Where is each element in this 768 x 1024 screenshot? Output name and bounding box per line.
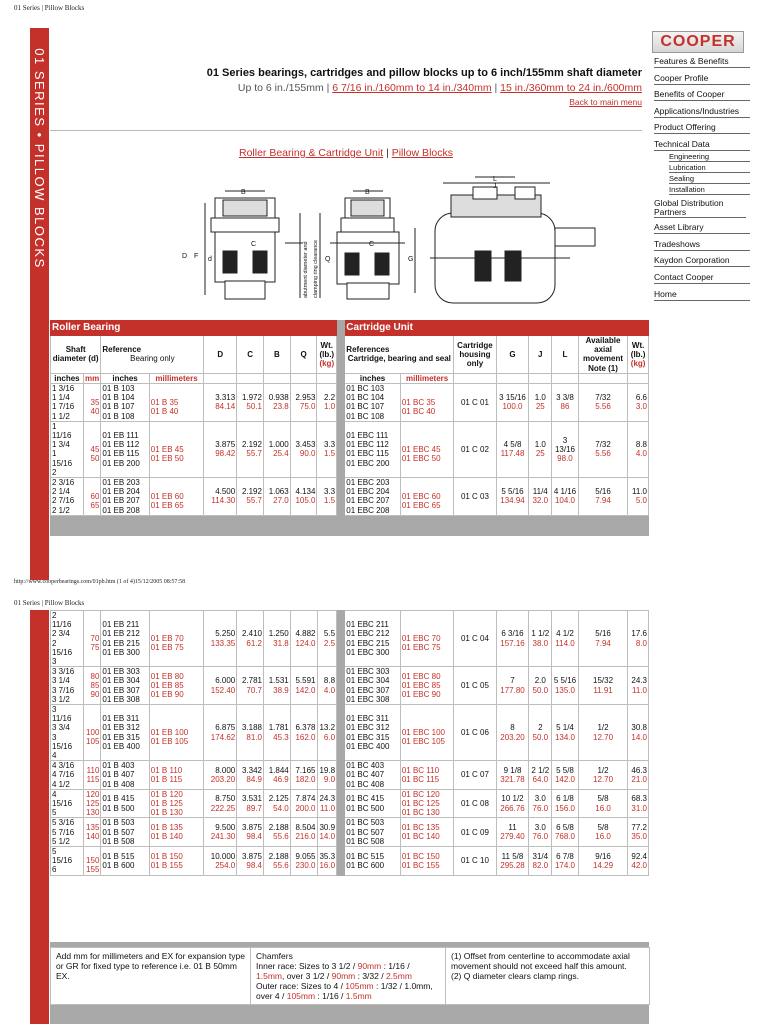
cell-g: 5 5/16 134.94 <box>496 478 529 516</box>
cell-j: 1.0 25 <box>529 384 552 422</box>
cell-w: 24.3 11.0 <box>317 789 337 818</box>
cell-b: 0.938 23.8 <box>263 384 290 422</box>
cell-ref-in: 01 B 403 01 B 407 01 B 408 <box>101 761 149 790</box>
cell-cref-in: 01 EBC 203 01 EBC 204 01 EBC 207 01 EBC 208 <box>345 478 401 516</box>
col-housing: Cartridge housing only <box>454 336 496 374</box>
cell-q: 7.165 182.0 <box>290 761 317 790</box>
cell-in: 1 11/16 1 3/4 1 15/16 2 <box>51 421 84 477</box>
nav-technical-data[interactable]: Technical Data <box>654 139 750 151</box>
cell-d: 6.875 174.62 <box>204 705 237 761</box>
cell-q: 3.453 90.0 <box>290 421 317 477</box>
cell-mm: 80 85 90 <box>83 667 100 705</box>
cell-b: 1.250 31.8 <box>264 611 291 667</box>
col-cartridge-refs: References Cartridge, bearing and seal <box>345 336 454 374</box>
cell-mm: 100 105 <box>83 705 100 761</box>
section-header-row <box>51 321 649 336</box>
cell-w: 2.2 1.0 <box>317 384 337 422</box>
nav-applications-industries[interactable]: Applications/Industries <box>654 106 750 118</box>
cell-l: 5 5/8 142.0 <box>552 761 579 790</box>
pillow-blocks-link[interactable]: Pillow Blocks <box>391 147 453 159</box>
title-block <box>200 67 642 107</box>
cell-ref-in: 01 B 515 01 B 600 <box>101 847 149 876</box>
cell-w2: 11.0 5.0 <box>628 478 649 516</box>
unit-millimeters-cart: millimeters <box>400 373 454 383</box>
nav-asset-library[interactable]: Asset Library <box>654 222 750 234</box>
cell-w: 13.2 6.0 <box>317 705 337 761</box>
cell-in: 3 11/16 3 3/4 3 15/16 4 <box>51 705 84 761</box>
cell-cref-in: 01 EBC 311 01 EBC 312 01 EBC 315 01 EBC 400 <box>345 705 401 761</box>
cell-in: 2 3/16 2 1/4 2 7/16 2 1/2 <box>51 478 84 516</box>
col-bearing-only: Reference Bearing only <box>101 336 204 374</box>
nav-contact-cooper[interactable]: Contact Cooper <box>654 272 750 284</box>
cell-cref-in: 01 EBC 303 01 EBC 304 01 EBC 307 01 EBC 308 <box>345 667 401 705</box>
cell-ref-in: 01 EB 203 01 EB 204 01 EB 207 01 EB 208 <box>101 478 149 516</box>
cell-w: 35.3 16.0 <box>317 847 337 876</box>
cell-ref-mm: 01 B 120 01 B 125 01 B 130 <box>149 789 204 818</box>
cell-cref-in: 01 BC 103 01 BC 104 01 BC 107 01 BC 108 <box>345 384 401 422</box>
side-nav <box>654 56 750 305</box>
cell-in: 1 3/16 1 1/4 1 7/16 1 1/2 <box>51 384 84 422</box>
divider <box>50 130 642 131</box>
col-l: L <box>552 336 579 374</box>
cell-house: 01 C 02 <box>454 421 496 477</box>
nav-global-distribution-partners[interactable]: Global Distribution Partners <box>654 199 746 218</box>
unit-header-row <box>51 373 649 383</box>
cell-a: 5/16 7.94 <box>578 478 627 516</box>
cell-ref-mm: 01 EB 45 01 EB 50 <box>149 421 204 477</box>
cell-ref-in: 01 B 415 01 B 500 <box>101 789 149 818</box>
cell-q: 2.953 75.0 <box>290 384 317 422</box>
cell-house: 01 C 09 <box>454 818 496 847</box>
cell-d: 9.500 241.30 <box>204 818 237 847</box>
cell-w2: 92.4 42.0 <box>628 847 649 876</box>
table-row <box>51 667 649 705</box>
unit-mm: mm <box>85 373 100 383</box>
cell-w: 3.3 1.5 <box>317 421 337 477</box>
cell-j: 2 1/2 64.0 <box>529 761 552 790</box>
cell-c: 2.192 55.7 <box>237 421 264 477</box>
cell-cref-in: 01 EBC 211 01 EBC 212 01 EBC 215 01 EBC 300 <box>345 611 401 667</box>
cell-in: 2 11/16 2 3/4 2 15/16 3 <box>51 611 84 667</box>
print-footer: http://www.cooperbearings.com/01pb.htm (1 of 4)15/12/2005 08:57:58 <box>14 579 186 585</box>
nav-features-benefits[interactable]: Features & Benefits <box>654 56 750 68</box>
dim-label-l: L <box>493 176 497 183</box>
column-gap <box>337 667 345 705</box>
table-row <box>51 384 649 422</box>
notes-table <box>50 947 650 1005</box>
side-band-page2 <box>30 610 49 1024</box>
dim-label-g: G <box>408 256 414 263</box>
col-b: B <box>263 336 290 374</box>
cell-l: 5 5/16 135.0 <box>552 667 579 705</box>
cell-a: 15/32 11.91 <box>578 667 627 705</box>
cell-in: 4 15/16 5 <box>51 789 84 818</box>
column-gap <box>337 705 345 761</box>
cell-b: 1.000 25.4 <box>263 421 290 477</box>
cell-c: 3.531 89.7 <box>237 789 264 818</box>
dim-label-b: B <box>241 189 246 196</box>
cell-w2: 24.3 11.0 <box>628 667 649 705</box>
back-to-main-link[interactable]: Back to main menu <box>569 97 642 107</box>
cell-cref-mm: 01 BC 150 01 BC 155 <box>400 847 454 876</box>
size-link-160-340[interactable]: 6 7/16 in./160mm to 14 in./340mm <box>332 82 492 94</box>
cell-cref-mm: 01 EBC 60 01 EBC 65 <box>400 478 454 516</box>
cell-l: 6 5/8 768.0 <box>552 818 579 847</box>
col-shaft: Shaft diameter (d) <box>51 336 101 374</box>
cell-cref-mm: 01 EBC 70 01 EBC 75 <box>400 611 454 667</box>
bearing-table-page1 <box>50 320 649 536</box>
cell-w2: 77.2 35.0 <box>628 818 649 847</box>
cell-w: 3.3 1.5 <box>317 478 337 516</box>
column-gap <box>337 384 345 422</box>
cell-b: 1.781 45.3 <box>264 705 291 761</box>
cell-a: 5/8 16.0 <box>578 789 627 818</box>
cell-j: 1 1/2 38.0 <box>529 611 552 667</box>
cell-l: 4 1/2 114.0 <box>552 611 579 667</box>
cell-house: 01 C 10 <box>454 847 496 876</box>
cell-in: 3 3/16 3 1/4 3 7/16 3 1/2 <box>51 667 84 705</box>
cell-ref-in: 01 EB 211 01 EB 212 01 EB 215 01 EB 300 <box>101 611 149 667</box>
cell-b: 1.844 46.9 <box>264 761 291 790</box>
cell-house: 01 C 03 <box>454 478 496 516</box>
cell-a: 1/2 12.70 <box>578 761 627 790</box>
cell-d: 4.500 114.30 <box>204 478 237 516</box>
roller-bearing-link[interactable]: Roller Bearing & Cartridge Unit <box>239 147 384 159</box>
cell-ref-mm: 01 EB 80 01 EB 85 01 EB 90 <box>149 667 204 705</box>
table-row <box>51 611 649 667</box>
cell-ref-mm: 01 B 35 01 B 40 <box>149 384 204 422</box>
cell-w: 5.5 2.5 <box>317 611 337 667</box>
dim-label-c2: C <box>369 241 375 248</box>
cell-ref-in: 01 B 103 01 B 104 01 B 107 01 B 108 <box>101 384 149 422</box>
cell-in: 5 3/16 5 7/16 5 1/2 <box>51 818 84 847</box>
cell-ref-in: 01 EB 303 01 EB 304 01 EB 307 01 EB 308 <box>101 667 149 705</box>
cell-c: 3.875 98.4 <box>237 847 264 876</box>
cell-mm: 70 75 <box>83 611 100 667</box>
cell-in: 5 15/16 6 <box>51 847 84 876</box>
nav-home[interactable]: Home <box>654 289 750 301</box>
nav-product-offering[interactable]: Product Offering <box>654 122 750 134</box>
column-gap <box>337 789 345 818</box>
cell-mm: 45 50 <box>83 421 100 477</box>
cell-l: 6 7/8 174.0 <box>552 847 579 876</box>
cell-cref-mm: 01 EBC 45 01 EBC 50 <box>400 421 454 477</box>
cell-house: 01 C 01 <box>454 384 496 422</box>
cell-g: 3 15/16 100.0 <box>496 384 529 422</box>
cell-b: 1.531 38.9 <box>264 667 291 705</box>
cell-j: 31/4 82.0 <box>529 847 552 876</box>
cell-a: 7/32 5.56 <box>578 384 627 422</box>
cell-d: 6.000 152.40 <box>204 667 237 705</box>
bearing-table-page2 <box>50 610 649 876</box>
cell-cref-mm: 01 BC 35 01 BC 40 <box>400 384 454 422</box>
technical-diagram <box>175 173 615 308</box>
cell-mm: 35 40 <box>83 384 100 422</box>
cell-house: 01 C 04 <box>454 611 496 667</box>
cell-g: 9 1/8 321.78 <box>496 761 529 790</box>
cell-ref-in: 01 B 503 01 B 507 01 B 508 <box>101 818 149 847</box>
cell-g: 6 3/16 157.16 <box>496 611 529 667</box>
cell-cref-mm: 01 EBC 100 01 EBC 105 <box>400 705 454 761</box>
cell-b: 2.188 55.6 <box>264 847 291 876</box>
cell-w: 19.8 9.0 <box>317 761 337 790</box>
page-title: 01 Series bearings, cartridges and pillow blocks up to 6 inch/155mm shaft diameter <box>206 67 642 79</box>
cell-w2: 68.3 31.0 <box>628 789 649 818</box>
cell-w: 8.8 4.0 <box>317 667 337 705</box>
cell-l: 3 3/8 86 <box>552 384 579 422</box>
cell-g: 10 1/2 266.76 <box>496 789 529 818</box>
print-header: 01 Series | Pillow Blocks <box>14 4 85 12</box>
cell-mm: 60 65 <box>83 478 100 516</box>
cell-ref-mm: 01 EB 100 01 EB 105 <box>149 705 204 761</box>
vertical-label-abutment: abutment diameter and <box>303 241 309 298</box>
dim-label-c: C <box>251 241 257 248</box>
cell-mm: 150 155 <box>83 847 100 876</box>
cell-house: 01 C 05 <box>454 667 496 705</box>
cell-q: 9.055 230.0 <box>290 847 317 876</box>
print-header-page2: 01 Series | Pillow Blocks <box>14 599 85 607</box>
col-j: J <box>529 336 552 374</box>
side-label: 01 SERIES • PILLOW BLOCKS <box>32 47 48 269</box>
cell-b: 2.188 55.6 <box>264 818 291 847</box>
cell-b: 1.063 27.0 <box>263 478 290 516</box>
sublinks: Roller Bearing & Cartridge Unit | Pillow Blocks <box>239 147 453 159</box>
nav-sub-sealing[interactable]: Sealing <box>669 174 750 184</box>
cell-c: 2.192 55.7 <box>237 478 264 516</box>
cell-j: 11/4 32.0 <box>529 478 552 516</box>
cell-w2: 17.6 8.0 <box>628 611 649 667</box>
cell-q: 6.378 162.0 <box>290 705 317 761</box>
col-q: Q <box>290 336 317 374</box>
column-gap <box>337 818 345 847</box>
table-row <box>51 789 649 818</box>
nav-kaydon-corporation[interactable]: Kaydon Corporation <box>654 255 750 267</box>
cell-l: 4 1/16 104.0 <box>552 478 579 516</box>
vertical-label-clamp: clamping ring clearance <box>313 239 319 298</box>
column-gap <box>337 761 345 790</box>
col-wt: Wt. (lb.) (kg) <box>317 336 337 374</box>
column-gap <box>337 611 345 667</box>
cell-c: 3.342 84.9 <box>237 761 264 790</box>
cell-w2: 6.6 3.0 <box>628 384 649 422</box>
col-g: G <box>496 336 529 374</box>
unit-inches-ref: inches <box>101 373 149 383</box>
cell-j: 3.0 76.0 <box>529 789 552 818</box>
cell-q: 7.874 200.0 <box>290 789 317 818</box>
col-axial: Available axial movement Note (1) <box>578 336 627 374</box>
cell-j: 2.0 50.0 <box>529 667 552 705</box>
cell-q: 5.591 142.0 <box>290 667 317 705</box>
section-cartridge-unit: Cartridge Unit <box>345 321 649 336</box>
dim-label-shaft: d <box>208 256 212 263</box>
col-c: C <box>237 336 264 374</box>
cell-cref-in: 01 BC 403 01 BC 407 01 BC 408 <box>345 761 401 790</box>
nav-sub-lubrication[interactable]: Lubrication <box>669 163 750 173</box>
cell-ref-mm: 01 B 135 01 B 140 <box>149 818 204 847</box>
cell-house: 01 C 08 <box>454 789 496 818</box>
cell-c: 1.972 50.1 <box>237 384 264 422</box>
column-gap <box>337 847 345 876</box>
cell-d: 5.250 133.35 <box>204 611 237 667</box>
note-chamfers: Chamfers Inner race: Sizes to 3 1/2 / 90mm : 1/16 / 1.5mm, over 3 1/2 / 90mm : 3/32 / 2.5mm Outer race: Sizes to 4 / 105mm : 1/32 / 1.0mm, over 4 / 105mm : 1/16 / 1.5mm <box>251 948 446 1005</box>
unit-inches-cart: inches <box>345 373 401 383</box>
table-row <box>51 705 649 761</box>
nav-tradeshows[interactable]: Tradeshows <box>654 239 750 251</box>
cell-c: 3.188 81.0 <box>237 705 264 761</box>
current-size: Up to 6 in./155mm <box>237 82 324 94</box>
cell-b: 2.125 54.0 <box>264 789 291 818</box>
nav-cooper-profile[interactable]: Cooper Profile <box>654 73 750 85</box>
cell-g: 11 279.40 <box>496 818 529 847</box>
table-row <box>51 761 649 790</box>
cell-house: 01 C 07 <box>454 761 496 790</box>
cell-a: 1/2 12.70 <box>578 705 627 761</box>
column-header-row <box>51 336 649 374</box>
column-gap <box>337 478 345 516</box>
cell-a: 5/8 16.0 <box>578 818 627 847</box>
cell-mm: 110 115 <box>83 761 100 790</box>
cell-cref-mm: 01 BC 110 01 BC 115 <box>400 761 454 790</box>
cell-house: 01 C 06 <box>454 705 496 761</box>
size-links: Up to 6 in./155mm | 6 7/16 in./160mm to 14 in./340mm | 15 in./360mm to 24 in./600mm <box>237 82 642 94</box>
cell-g: 7 177.80 <box>496 667 529 705</box>
cell-w: 30.9 14.0 <box>317 818 337 847</box>
cell-g: 8 203.20 <box>496 705 529 761</box>
cell-g: 11 5/8 295.28 <box>496 847 529 876</box>
cell-ref-mm: 01 B 150 01 B 155 <box>149 847 204 876</box>
dim-label-f: F <box>194 253 199 260</box>
cell-w2: 30.8 14.0 <box>628 705 649 761</box>
note-reference: Add mm for millimeters and EX for expansion type or GR for fixed type to reference i.e. 01 B 50mm EX. <box>51 948 251 1005</box>
cell-q: 4.134 105.0 <box>290 478 317 516</box>
nav-submenu <box>654 152 750 195</box>
cell-a: 5/16 7.94 <box>578 611 627 667</box>
cell-l: 3 13/16 98.0 <box>552 421 579 477</box>
cell-cref-mm: 01 BC 135 01 BC 140 <box>400 818 454 847</box>
nav-sub-engineering[interactable]: Engineering <box>669 152 750 162</box>
cell-w2: 46.3 21.0 <box>628 761 649 790</box>
cell-q: 4.882 124.0 <box>290 611 317 667</box>
cell-cref-in: 01 BC 415 01 BC 500 <box>345 789 401 818</box>
cell-cref-mm: 01 EBC 80 01 EBC 85 01 EBC 90 <box>400 667 454 705</box>
dim-label-b2: B <box>365 189 370 196</box>
cell-c: 2.410 61.2 <box>237 611 264 667</box>
section-roller-bearing: Roller Bearing <box>51 321 337 336</box>
table-row <box>51 818 649 847</box>
cell-mm: 135 140 <box>83 818 100 847</box>
cell-d: 10.000 254.0 <box>204 847 237 876</box>
cell-ref-mm: 01 EB 70 01 EB 75 <box>149 611 204 667</box>
cell-w2: 8.8 4.0 <box>628 421 649 477</box>
table-row <box>51 847 649 876</box>
table-row <box>51 421 649 477</box>
unit-millimeters-ref: millimeters <box>149 373 204 383</box>
cell-j: 1.0 25 <box>529 421 552 477</box>
cell-g: 4 5/8 117.48 <box>496 421 529 477</box>
dim-label-d: D <box>182 253 188 260</box>
cell-j: 2 50.0 <box>529 705 552 761</box>
cell-cref-in: 01 BC 503 01 BC 507 01 BC 508 <box>345 818 401 847</box>
unit-inches: inches <box>51 373 84 383</box>
cell-d: 3.875 98.42 <box>204 421 237 477</box>
dim-label-j: J <box>493 183 497 190</box>
note-offset: (1) Offset from centerline to accommodate axial movement should not exceed half this amount. (2) Q diameter clears clamp rings. <box>446 948 650 1005</box>
cell-ref-in: 01 EB 311 01 EB 312 01 EB 315 01 EB 400 <box>101 705 149 761</box>
nav-benefits-of-cooper[interactable]: Benefits of Cooper <box>654 89 750 101</box>
cell-l: 5 1/4 134.0 <box>552 705 579 761</box>
col-d: D <box>204 336 237 374</box>
cell-ref-mm: 01 B 110 01 B 115 <box>149 761 204 790</box>
cell-c: 2.781 70.7 <box>237 667 264 705</box>
column-gap <box>337 421 345 477</box>
cell-in: 4 3/16 4 7/16 4 1/2 <box>51 761 84 790</box>
cell-j: 3.0 76.0 <box>529 818 552 847</box>
cell-d: 8.000 203.20 <box>204 761 237 790</box>
cell-cref-in: 01 BC 515 01 BC 600 <box>345 847 401 876</box>
cell-cref-in: 01 EBC 111 01 EBC 112 01 EBC 115 01 EBC 200 <box>345 421 401 477</box>
cell-mm: 120 125 130 <box>83 789 100 818</box>
cell-q: 8.504 216.0 <box>290 818 317 847</box>
cell-ref-in: 01 EB 111 01 EB 112 01 EB 115 01 EB 200 <box>101 421 149 477</box>
nav-sub-installation[interactable]: Installation <box>669 185 750 195</box>
cell-d: 3.313 84.14 <box>204 384 237 422</box>
cell-ref-mm: 01 EB 60 01 EB 65 <box>149 478 204 516</box>
cell-a: 7/32 5.56 <box>578 421 627 477</box>
cell-c: 3.875 98.4 <box>237 818 264 847</box>
cell-a: 9/16 14.29 <box>578 847 627 876</box>
cell-d: 8.750 222.25 <box>204 789 237 818</box>
cooper-logo[interactable]: COOPER <box>652 31 744 53</box>
cell-l: 6 1/8 156.0 <box>552 789 579 818</box>
size-link-360-600[interactable]: 15 in./360mm to 24 in./600mm <box>500 82 642 94</box>
dim-label-q: Q <box>325 256 331 263</box>
col-wt2: Wt. (lb.) (kg) <box>628 336 649 374</box>
table-row <box>51 478 649 516</box>
cell-cref-mm: 01 BC 120 01 BC 125 01 BC 130 <box>400 789 454 818</box>
